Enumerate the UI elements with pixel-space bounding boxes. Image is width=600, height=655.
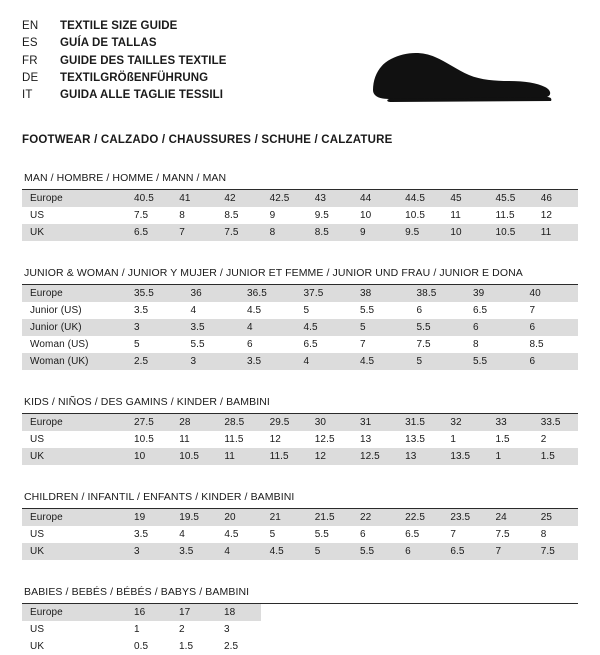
size-cell: 3 [216, 621, 261, 638]
language-code: IT [22, 89, 33, 102]
size-cell: 4 [171, 526, 216, 543]
size-group-kids [22, 396, 578, 465]
language-row [22, 87, 227, 104]
size-cell: 40 [522, 285, 579, 302]
size-cell: 4.5 [262, 543, 307, 560]
size-cell: 9.5 [307, 207, 352, 224]
language-title: GUÍA DE TALLAS [60, 37, 157, 50]
size-cell: 7.5 [533, 543, 578, 560]
table-row [22, 190, 578, 207]
size-group-children [22, 491, 578, 560]
size-cell: 1.5 [488, 431, 533, 448]
table-row [22, 224, 578, 241]
dress-shoe-icon [360, 32, 560, 112]
size-cell: 11 [442, 207, 487, 224]
row-label: Junior (US) [22, 302, 126, 319]
size-cell: 6 [352, 526, 397, 543]
language-title: GUIDE DES TAILLES TEXTILE [60, 54, 227, 67]
size-cell: 13.5 [397, 431, 442, 448]
size-table [22, 414, 578, 465]
size-cell: 6 [465, 319, 522, 336]
language-code: DE [22, 71, 39, 84]
size-cell: 9.5 [397, 224, 442, 241]
size-cell: 42 [216, 190, 261, 207]
size-cell: 5 [409, 353, 466, 370]
row-label: US [22, 207, 126, 224]
size-cell: 7.5 [409, 336, 466, 353]
size-cell: 8 [262, 224, 307, 241]
group-title: MAN / HOMBRE / HOMME / MANN / MAN [22, 172, 578, 190]
page-header [22, 18, 578, 112]
table-row [22, 353, 578, 370]
size-cell: 12.5 [352, 448, 397, 465]
size-cell: 31 [352, 414, 397, 431]
size-cell: 10 [352, 207, 397, 224]
size-cell: 7 [171, 224, 216, 241]
size-cell: 11.5 [262, 448, 307, 465]
group-title: JUNIOR & WOMAN / JUNIOR Y MUJER / JUNIOR ET FEMME / JUNIOR UND FRAU / JUNIOR E DONA [22, 267, 578, 285]
row-label: UK [22, 448, 126, 465]
size-cell: 6.5 [465, 302, 522, 319]
size-cell: 18 [216, 604, 261, 621]
size-cell: 7 [522, 302, 579, 319]
size-cell: 4.5 [239, 302, 296, 319]
size-cell: 12 [307, 448, 352, 465]
size-cell: 10.5 [397, 207, 442, 224]
size-cell: 2.5 [216, 638, 261, 655]
table-row [22, 604, 261, 621]
size-cell: 11 [171, 431, 216, 448]
size-cell: 16 [126, 604, 171, 621]
size-cell: 3.5 [171, 543, 216, 560]
size-cell: 45.5 [488, 190, 533, 207]
size-cell: 45 [442, 190, 487, 207]
table-row [22, 285, 578, 302]
size-cell: 7.5 [216, 224, 261, 241]
size-cell: 19 [126, 509, 171, 526]
table-row [22, 207, 578, 224]
size-cell: 4 [296, 353, 353, 370]
table-row [22, 448, 578, 465]
row-label: US [22, 431, 126, 448]
table-row [22, 543, 578, 560]
size-cell: 38 [352, 285, 409, 302]
size-cell: 10 [442, 224, 487, 241]
language-title: TEXTILGRÖßENFÜHRUNG [60, 71, 209, 84]
size-cell: 10 [126, 448, 171, 465]
group-title: BABIES / BEBÉS / BÉBÉS / BABYS / BAMBINI [22, 586, 578, 604]
table-row [22, 526, 578, 543]
table-row [22, 509, 578, 526]
row-label: US [22, 621, 126, 638]
size-cell: 7 [352, 336, 409, 353]
size-cell: 9 [352, 224, 397, 241]
size-cell: 5 [307, 543, 352, 560]
size-cell: 30 [307, 414, 352, 431]
size-cell: 36 [183, 285, 240, 302]
language-code: ES [22, 37, 38, 50]
row-label: Europe [22, 509, 126, 526]
size-cell: 4 [183, 302, 240, 319]
size-cell: 44.5 [397, 190, 442, 207]
size-cell: 10.5 [126, 431, 171, 448]
size-cell: 8 [171, 207, 216, 224]
language-title: GUIDA ALLE TAGLIE TESSILI [60, 89, 224, 102]
size-cell: 10.5 [488, 224, 533, 241]
size-cell: 8.5 [307, 224, 352, 241]
table-row [22, 336, 578, 353]
size-cell: 8.5 [216, 207, 261, 224]
row-label: Europe [22, 190, 126, 207]
size-cell: 10.5 [171, 448, 216, 465]
size-cell: 4.5 [352, 353, 409, 370]
size-cell: 6.5 [442, 543, 487, 560]
size-cell: 1 [442, 431, 487, 448]
size-table [22, 604, 261, 655]
size-cell: 11.5 [488, 207, 533, 224]
size-cell: 2 [171, 621, 216, 638]
row-label: Europe [22, 414, 126, 431]
size-cell: 7 [488, 543, 533, 560]
size-cell: 3.5 [239, 353, 296, 370]
size-cell: 13.5 [442, 448, 487, 465]
size-cell: 4.5 [296, 319, 353, 336]
size-group-junior-woman [22, 267, 578, 370]
size-cell: 3 [183, 353, 240, 370]
size-cell: 13 [397, 448, 442, 465]
size-cell: 6.5 [397, 526, 442, 543]
size-cell: 33.5 [533, 414, 578, 431]
size-cell: 3 [126, 319, 183, 336]
size-cell: 5.5 [307, 526, 352, 543]
language-row [22, 18, 227, 35]
size-cell: 8.5 [522, 336, 579, 353]
size-table [22, 509, 578, 560]
size-cell: 19.5 [171, 509, 216, 526]
size-cell: 36.5 [239, 285, 296, 302]
size-cell: 35.5 [126, 285, 183, 302]
size-cell: 22 [352, 509, 397, 526]
size-cell: 11 [216, 448, 261, 465]
size-cell: 12 [262, 431, 307, 448]
size-cell: 1 [488, 448, 533, 465]
size-cell: 1.5 [533, 448, 578, 465]
size-cell: 29.5 [262, 414, 307, 431]
language-row [22, 35, 227, 52]
size-cell: 3.5 [126, 302, 183, 319]
size-cell: 46 [533, 190, 578, 207]
size-cell: 23.5 [442, 509, 487, 526]
size-cell: 44 [352, 190, 397, 207]
size-cell: 25 [533, 509, 578, 526]
size-cell: 31.5 [397, 414, 442, 431]
size-cell: 8 [533, 526, 578, 543]
size-cell: 6 [409, 302, 466, 319]
size-cell: 5.5 [352, 302, 409, 319]
row-label: Junior (UK) [22, 319, 126, 336]
row-label: US [22, 526, 126, 543]
size-cell: 21.5 [307, 509, 352, 526]
size-cell: 9 [262, 207, 307, 224]
size-cell: 3.5 [126, 526, 171, 543]
size-cell: 6 [522, 319, 579, 336]
size-cell: 8 [465, 336, 522, 353]
size-cell: 5 [296, 302, 353, 319]
size-cell: 1.5 [171, 638, 216, 655]
size-group-babies [22, 586, 578, 655]
size-cell: 32 [442, 414, 487, 431]
size-cell: 5.5 [465, 353, 522, 370]
size-cell: 5 [262, 526, 307, 543]
row-label: Woman (US) [22, 336, 126, 353]
size-cell: 6 [397, 543, 442, 560]
footwear-section-title: FOOTWEAR / CALZADO / CHAUSSURES / SCHUHE / CALZATURE [22, 134, 393, 146]
row-label: Woman (UK) [22, 353, 126, 370]
size-cell: 28 [171, 414, 216, 431]
size-cell: 12.5 [307, 431, 352, 448]
language-title-list [22, 18, 227, 105]
size-cell: 3.5 [183, 319, 240, 336]
language-title: TEXTILE SIZE GUIDE [60, 20, 178, 32]
size-table [22, 190, 578, 241]
size-cell: 4 [239, 319, 296, 336]
size-cell: 7.5 [126, 207, 171, 224]
size-cell: 5 [352, 319, 409, 336]
size-cell: 17 [171, 604, 216, 621]
size-cell: 4.5 [216, 526, 261, 543]
group-title: CHILDREN / INFANTIL / ENFANTS / KINDER / BAMBINI [22, 491, 578, 509]
size-cell: 6 [239, 336, 296, 353]
size-cell: 5 [126, 336, 183, 353]
size-cell: 1 [126, 621, 171, 638]
size-cell: 22.5 [397, 509, 442, 526]
size-cell: 5.5 [409, 319, 466, 336]
size-cell: 7 [442, 526, 487, 543]
size-cell: 20 [216, 509, 261, 526]
size-cell: 6 [522, 353, 579, 370]
row-label: UK [22, 638, 126, 655]
size-cell: 12 [533, 207, 578, 224]
size-cell: 6.5 [126, 224, 171, 241]
size-cell: 28.5 [216, 414, 261, 431]
row-label: UK [22, 543, 126, 560]
language-code: FR [22, 54, 38, 67]
size-cell: 37.5 [296, 285, 353, 302]
size-cell: 11.5 [216, 431, 261, 448]
size-cell: 39 [465, 285, 522, 302]
table-row [22, 638, 261, 655]
size-cell: 2 [533, 431, 578, 448]
size-cell: 24 [488, 509, 533, 526]
size-cell: 11 [533, 224, 578, 241]
row-label: Europe [22, 285, 126, 302]
group-title: KIDS / NIÑOS / DES GAMINS / KINDER / BAMBINI [22, 396, 578, 414]
size-cell: 41 [171, 190, 216, 207]
size-cell: 13 [352, 431, 397, 448]
size-cell: 27.5 [126, 414, 171, 431]
size-cell: 21 [262, 509, 307, 526]
table-row [22, 319, 578, 336]
size-cell: 7.5 [488, 526, 533, 543]
table-row [22, 414, 578, 431]
size-cell: 2.5 [126, 353, 183, 370]
size-cell: 38.5 [409, 285, 466, 302]
table-row [22, 431, 578, 448]
size-cell: 33 [488, 414, 533, 431]
language-code: EN [22, 20, 39, 32]
size-cell: 6.5 [296, 336, 353, 353]
size-cell: 43 [307, 190, 352, 207]
size-group-man [22, 172, 578, 241]
size-cell: 5.5 [352, 543, 397, 560]
row-label: Europe [22, 604, 126, 621]
language-row [22, 70, 227, 87]
size-table [22, 285, 578, 370]
size-cell: 5.5 [183, 336, 240, 353]
language-row [22, 53, 227, 70]
size-cell: 4 [216, 543, 261, 560]
table-row [22, 302, 578, 319]
size-cell: 3 [126, 543, 171, 560]
size-cell: 40.5 [126, 190, 171, 207]
table-row [22, 621, 261, 638]
size-cell: 0.5 [126, 638, 171, 655]
row-label: UK [22, 224, 126, 241]
size-cell: 42.5 [262, 190, 307, 207]
